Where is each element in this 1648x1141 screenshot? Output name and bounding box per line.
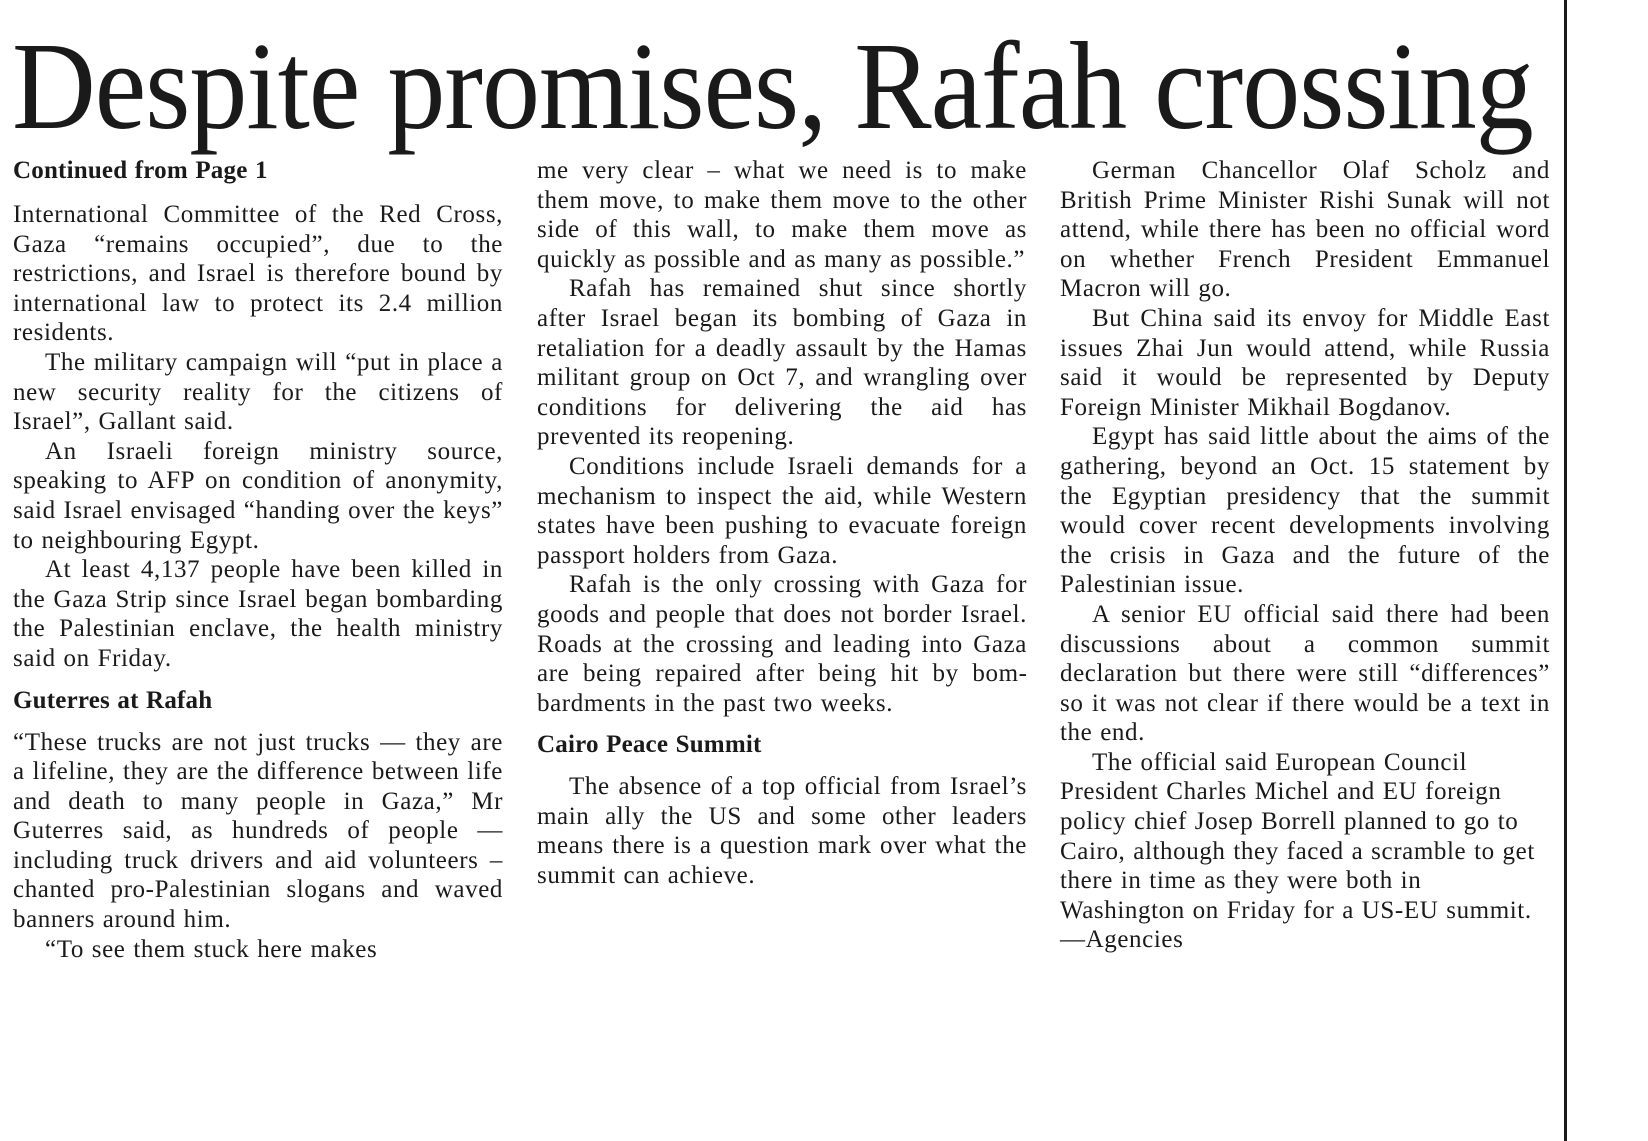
article-paragraph: But China said its envoy for Middle East issues Zhai Jun would attend, while Russia said it would be represented by Deputy Foreign Minister Mikhail Bogdanov. bbox=[1060, 304, 1550, 421]
article-paragraph: Conditions include Israeli demands for a mechanism to inspect the aid, while Western states have been pushing to evacuate foreign passport holders from Gaza. bbox=[537, 452, 1027, 569]
section-subhead: Continued from Page 1 bbox=[13, 157, 268, 184]
article-paragraph: “To see them stuck here makes bbox=[45, 935, 378, 963]
article-column-3 bbox=[1060, 156, 1550, 955]
headline: Despite promises, Rafah crossing bbox=[12, 17, 1533, 156]
article-paragraph: The official said European Council President Charles Michel and EU foreign policy chief Josep Borrell planned to go to Cairo, although they faced a scramble to get there in time as they were both in Washington on Friday for a US-EU summit.—Agencies bbox=[1060, 748, 1535, 954]
article-paragraph: me very clear – what we need is to make them move, to make them move to the other side of this wall, to make them move as quickly as possible and as many as possible.” bbox=[537, 157, 1027, 273]
article-paragraph: At least 4,137 people have been killed in the Gaza Strip since Israel began bombarding the Palestinian enclave, the health ministry said on Friday. bbox=[13, 556, 503, 672]
section-subhead: Guterres at Rafah bbox=[13, 686, 213, 714]
section-subhead: Cairo Peace Summit bbox=[537, 731, 762, 759]
article-paragraph: “These trucks are not just trucks — they are a lifeline, they are the difference between life and death to many people in Gaza,” Mr Guterres said, as hundreds of people — including truck drivers and aid volunteers – chanted pro-Palestinian slogans and waved banners around him. bbox=[13, 728, 503, 934]
article-paragraph: An Israeli foreign ministry source, speaking to AFP on condition of anonymity, said Israel envisaged “handing over the keys” to neighbouring Egypt. bbox=[13, 437, 503, 554]
article-paragraph: A senior EU official said there had been discussions about a common summit declaration but there were still “differences” so it was not clear if there would be a text in the end. bbox=[1060, 600, 1550, 747]
column-rule bbox=[1564, 0, 1567, 1141]
article-paragraph: Rafah is the only crossing with Gaza for goods and people that does not border Israel. Roads at the crossing and leading into Gaza are being repaired after being hit by bombardments in the past two weeks. bbox=[537, 571, 1027, 717]
article-paragraph: German Chancellor Olaf Scholz and British Prime Minister Rishi Sunak will not attend, while there has been no official word on whether French President Emmanuel Macron will go. bbox=[1060, 157, 1550, 303]
article-column-1 bbox=[13, 156, 503, 964]
article-paragraph: The absence of a top official from Israel’s main ally the US and some other leaders means there is a question mark over what the summit can achieve. bbox=[537, 773, 1027, 890]
article-paragraph: The military campaign will “put in place a new security reality for the citizens of Israel”, Gallant said. bbox=[13, 348, 503, 436]
article-paragraph: Rafah has remained shut since shortly after Israel began its bombing of Gaza in retaliation for a deadly assault by the Hamas militant group on Oct 7, and wrangling over conditions for delivering the aid has prevented its reopening. bbox=[537, 275, 1027, 451]
article-paragraph: Egypt has said little about the aims of the gathering, beyond an Oct. 15 statement by the Egyptian presidency that the summit would cover recent developments involving the crisis in Gaza and the future of the Palestinian issue. bbox=[1060, 423, 1550, 599]
article-column-2 bbox=[537, 156, 1027, 891]
article-paragraph: International Committee of the Red Cross, Gaza “remains occupied”, due to the restrictions, and Israel is therefore bound by international law to protect its 2.4 million residents. bbox=[13, 201, 503, 347]
